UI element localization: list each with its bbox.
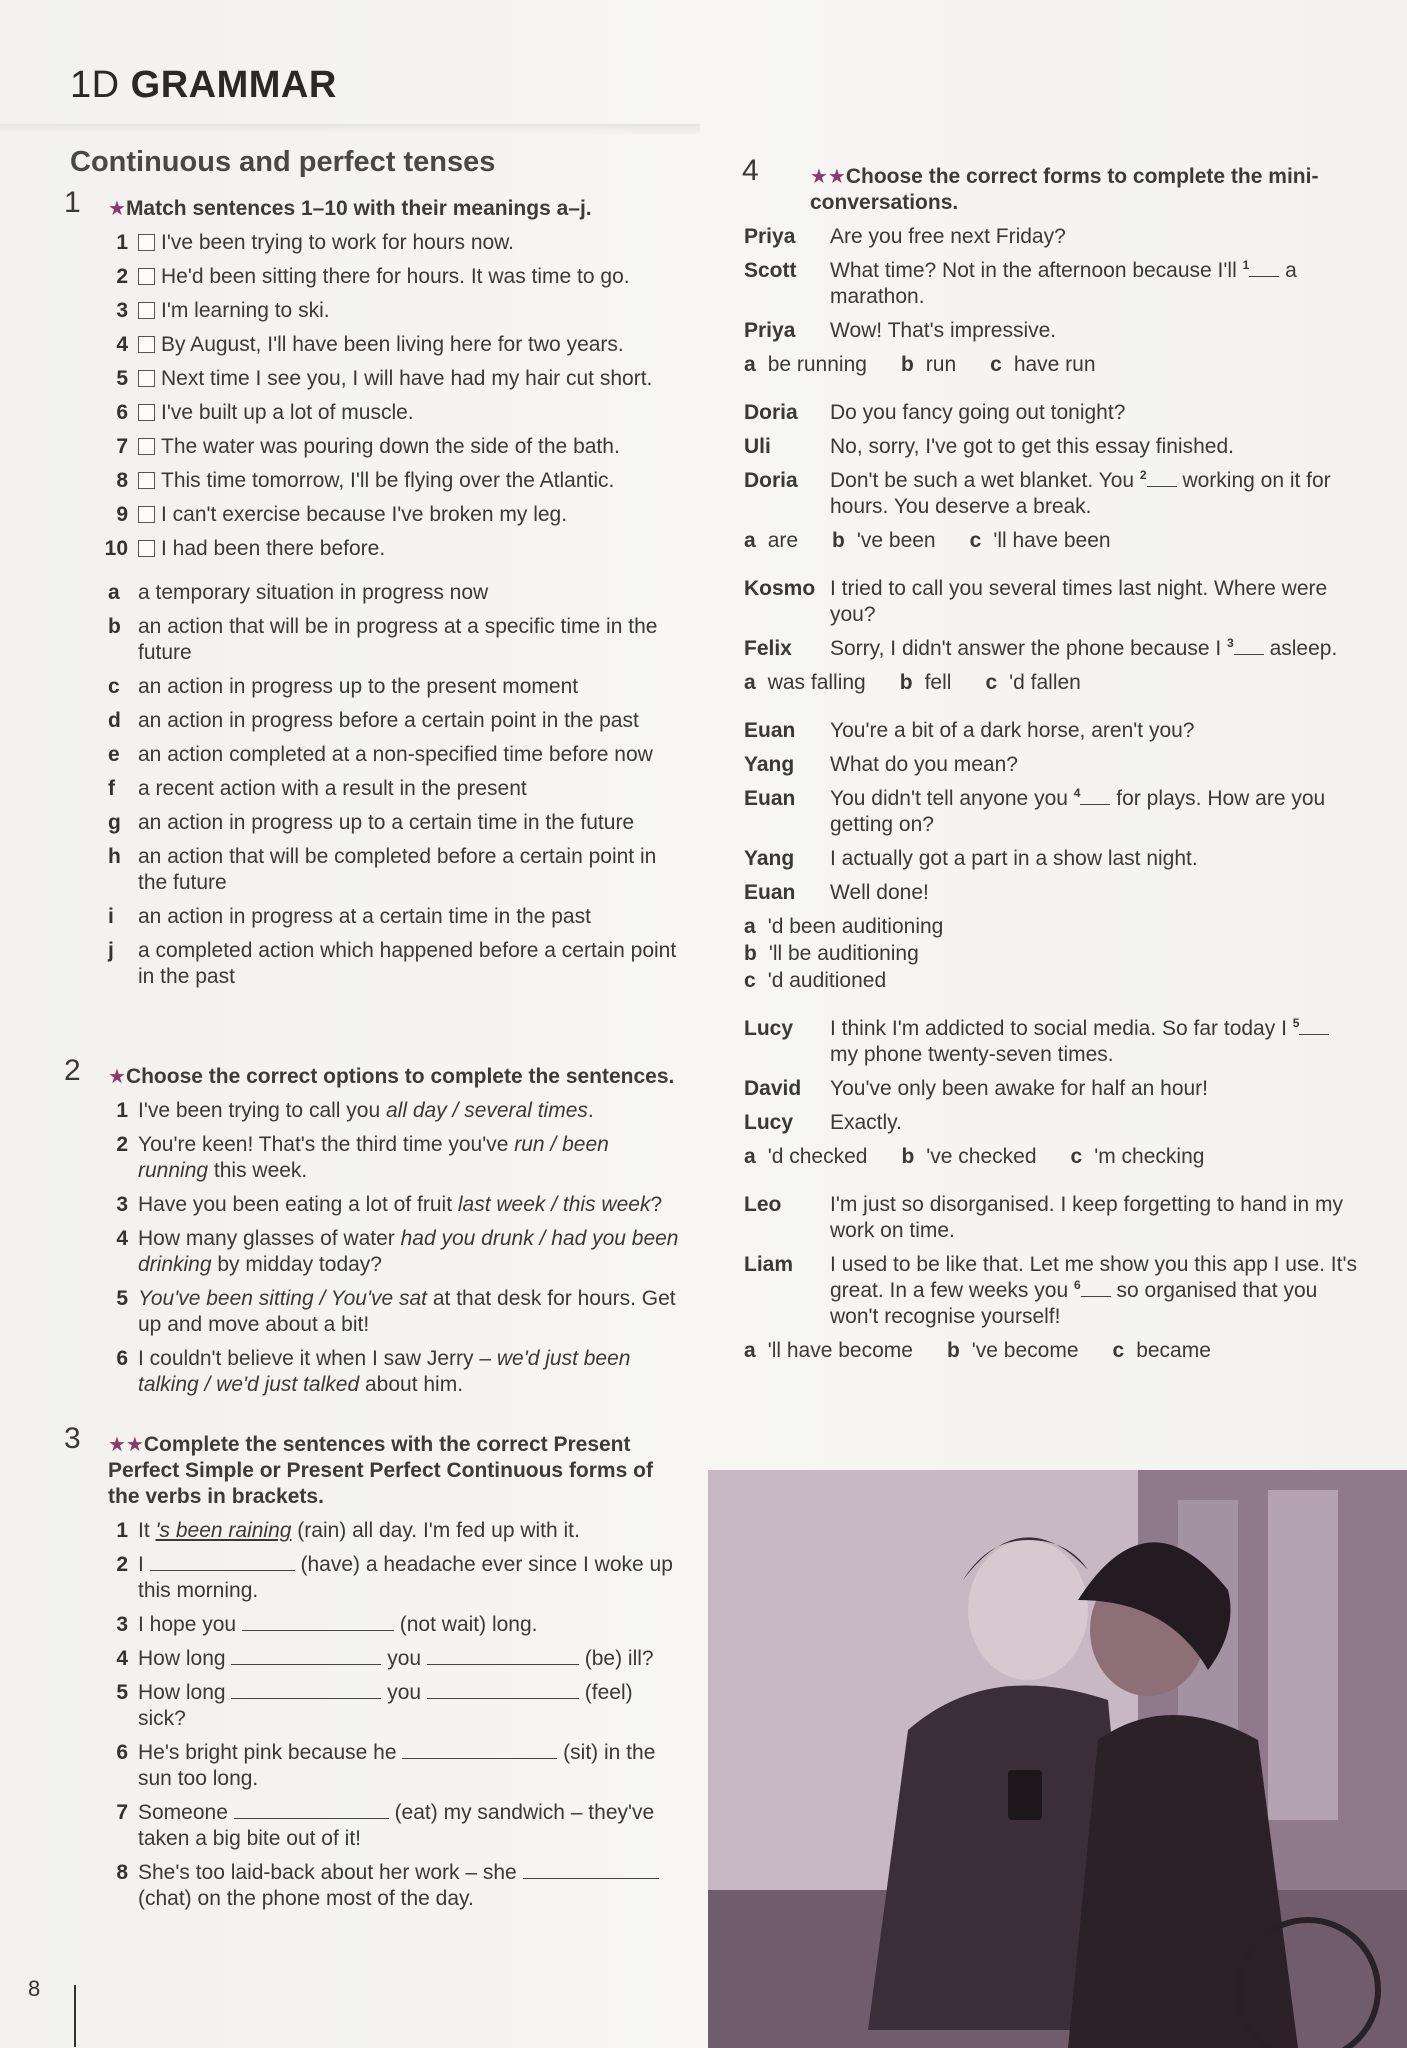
answer-blank[interactable] <box>231 1681 381 1699</box>
meaning-row <box>64 580 684 606</box>
sentence-end: about him. <box>359 1373 464 1396</box>
exercise-4 <box>742 154 1360 1364</box>
dialogue-text: Do you fancy going out tonight? <box>830 401 1126 424</box>
sentence-text: Next time I see you, I will have had my hair cut short. <box>161 367 653 390</box>
option-letter: a <box>744 915 756 938</box>
answer-option[interactable] <box>744 1339 913 1362</box>
answer-options <box>734 528 1360 554</box>
answer-checkbox[interactable] <box>138 336 155 353</box>
option-sentence <box>64 1098 684 1124</box>
sentence-number: 2 <box>116 1133 128 1156</box>
dialogue-text: Exactly. <box>830 1111 902 1134</box>
gap-sentence: 8 She's too laid-back about her work – she (chat) on the phone most of the day. <box>64 1860 684 1912</box>
option-choice[interactable]: all day / several times <box>385 1099 588 1122</box>
option-letter: a <box>744 529 756 552</box>
sentence-end: this week. <box>208 1159 308 1182</box>
instruction: Complete the sentences with the correct Present Perfect Simple or Present Perfect Continuous forms of the verbs in brackets. <box>108 1433 653 1508</box>
exercise-number: 4 <box>742 154 759 187</box>
page-number-divider <box>74 1985 76 2047</box>
speaker-name: Lucy <box>744 1017 794 1040</box>
answer-options <box>734 670 1360 696</box>
answer-blank[interactable] <box>1249 259 1279 277</box>
meaning-letter: b <box>108 615 121 638</box>
option-letter: c <box>990 353 1002 376</box>
option-sentence <box>64 1286 684 1338</box>
gap-number: 1 <box>1242 258 1250 272</box>
exercise-2-heading <box>64 1054 684 1090</box>
meaning-text: a temporary situation in progress now <box>138 581 489 604</box>
answer-checkbox[interactable] <box>138 302 155 319</box>
speaker-name: Euan <box>744 719 796 742</box>
answer-blank[interactable] <box>1081 1279 1111 1297</box>
option-letter: b <box>832 529 845 552</box>
sentence-list <box>64 230 684 562</box>
sentence-end: . <box>587 1099 594 1122</box>
option-choice[interactable]: run / been running <box>138 1133 609 1182</box>
speaker-name: Euan <box>744 881 796 904</box>
speaker-name: Doria <box>744 469 798 492</box>
dialogue-text: You've only been awake for half an hour! <box>830 1077 1208 1100</box>
answer-option[interactable] <box>901 353 956 376</box>
answer-option[interactable] <box>947 1339 1079 1362</box>
answer-option[interactable] <box>1113 1339 1211 1362</box>
answer-options <box>734 914 1360 994</box>
answer-option[interactable] <box>1071 1145 1205 1168</box>
meaning-text: an action in progress up to the present moment <box>138 675 579 698</box>
dialogue-text: Sorry, I didn't answer the phone because I <box>830 637 1222 660</box>
two-friends-photo <box>708 1470 1407 2048</box>
dialogue-line <box>734 718 1360 744</box>
gap-marker <box>1134 469 1182 492</box>
option-text: have run <box>1013 353 1096 376</box>
gap-sentence: 7 Someone (eat) my sandwich – they've taken a big bite out of it! <box>116 1801 655 1850</box>
gap-sentence: 5 How long you (feel) sick? <box>116 1681 633 1730</box>
option-text: 'd been auditioning <box>767 915 944 938</box>
gap-number: 6 <box>1073 1278 1081 1292</box>
dialogue-line <box>734 636 1360 662</box>
answer-checkbox[interactable] <box>138 472 155 489</box>
dialogue-line <box>734 434 1360 460</box>
speaker-name: Euan <box>744 787 796 810</box>
gap-marker <box>1237 259 1285 282</box>
dialogue-line <box>734 1076 1360 1102</box>
meaning-letter: a <box>108 581 120 604</box>
option-letter: a <box>744 353 756 376</box>
sentence-number: 10 <box>104 537 128 560</box>
sentence-row <box>64 536 684 562</box>
option-letter: b <box>901 1145 915 1168</box>
dialogue-line <box>734 468 1360 520</box>
dialogue-line <box>734 224 1360 250</box>
dialogue-line <box>734 318 1360 344</box>
speaker-name: Liam <box>744 1253 794 1276</box>
gap-sentence: 1 It 's been raining (rain) all day. I'm fed up with it. <box>116 1519 580 1542</box>
meaning-letter: d <box>108 709 121 732</box>
answer-blank[interactable] <box>1234 637 1264 655</box>
instruction: Choose the correct forms to complete the mini-conversations. <box>810 165 1319 214</box>
meaning-letter: c <box>108 675 120 698</box>
sentence-text: The water was pouring down the side of the bath. <box>161 435 620 458</box>
sentence-number: 5 <box>116 367 128 390</box>
sentence-row <box>64 502 684 528</box>
dialogue-line <box>734 880 1360 906</box>
star-icon: ★ <box>108 198 126 220</box>
option-sentence <box>64 1192 684 1218</box>
gap-number: 2 <box>1139 468 1147 482</box>
answer-checkbox[interactable] <box>138 370 155 387</box>
meaning-letter: e <box>108 743 120 766</box>
dialogue-text: I think I'm addicted to social media. So far today I <box>830 1017 1287 1040</box>
mini-conversation <box>734 1192 1360 1364</box>
answer-checkbox[interactable] <box>138 234 155 251</box>
answer-option[interactable] <box>832 529 936 552</box>
meaning-row <box>64 904 684 930</box>
option-choice[interactable]: You've been sitting / You've sat <box>138 1287 428 1310</box>
instruction: Choose the correct options to complete the sentences. <box>125 1065 675 1088</box>
answer-blank[interactable] <box>242 1613 394 1631</box>
meaning-letter: j <box>108 939 114 962</box>
meaning-letter: g <box>108 811 121 834</box>
dialogue-text: What do you mean? <box>830 753 1018 776</box>
meaning-list <box>64 580 684 990</box>
gap-marker <box>1221 637 1269 660</box>
sentence-number: 2 <box>116 265 128 288</box>
meaning-letter: h <box>108 845 121 868</box>
sentence-row <box>64 298 684 324</box>
answer-option[interactable] <box>985 671 1080 694</box>
photo-illustration <box>708 1470 1407 2048</box>
speaker-name: Yang <box>744 847 795 870</box>
answer-option[interactable] <box>744 914 1360 940</box>
answer-option[interactable] <box>744 353 867 376</box>
option-list <box>64 1098 684 1398</box>
answer-option[interactable] <box>900 671 952 694</box>
meaning-text: an action in progress up to a certain time in the future <box>138 811 635 834</box>
sentence-start: I couldn't believe it when I saw Jerry – <box>138 1347 497 1370</box>
sentence-number: 5 <box>116 1287 128 1310</box>
dialogue-text: a marathon. <box>830 259 1297 308</box>
exercise-3-heading <box>64 1422 684 1510</box>
meaning-text: a recent action with a result in the present <box>138 777 527 800</box>
meaning-text: an action in progress before a certain point in the past <box>138 709 639 732</box>
answer-options <box>734 1144 1360 1170</box>
sentence-end: by midday today? <box>211 1253 382 1276</box>
option-letter: b <box>946 1339 960 1362</box>
sentence-number: 3 <box>116 299 128 322</box>
dialogue-line <box>734 1016 1360 1068</box>
option-letter: b <box>744 942 757 965</box>
sentence-start: How many glasses of water <box>138 1227 401 1250</box>
sentence-start: Have you been eating a lot of fruit <box>138 1193 458 1216</box>
sentence-end: ? <box>650 1193 663 1216</box>
meaning-row <box>64 614 684 666</box>
exercise-number: 2 <box>64 1054 81 1087</box>
sentence-number: 6 <box>116 1347 128 1370</box>
dialogue-line <box>734 752 1360 778</box>
exercise-number: 1 <box>64 186 81 219</box>
sentence-number: 7 <box>116 435 128 458</box>
sentence-row <box>64 332 684 358</box>
answer-blank[interactable] <box>1147 469 1177 487</box>
answer-option[interactable] <box>990 353 1095 376</box>
option-text: 've become <box>971 1339 1079 1362</box>
dialogue-text: Don't be such a wet blanket. You <box>830 469 1135 492</box>
sentence-text: This time tomorrow, I'll be flying over the Atlantic. <box>161 469 615 492</box>
option-sentence <box>64 1132 684 1184</box>
gap-marker <box>1068 1279 1116 1302</box>
exercise-1 <box>64 186 684 990</box>
meaning-letter: i <box>108 905 114 928</box>
answer-blank[interactable] <box>427 1647 579 1665</box>
answer-checkbox[interactable] <box>138 268 155 285</box>
answer-blank[interactable] <box>234 1801 389 1819</box>
option-text: 'll have become <box>767 1339 913 1362</box>
speaker-name: Lucy <box>744 1111 794 1134</box>
sentence-text: By August, I'll have been living here for two years. <box>161 333 624 356</box>
option-text: was falling <box>767 671 866 694</box>
gap-number: 4 <box>1073 786 1081 800</box>
option-text: run <box>925 353 957 376</box>
answer-option[interactable] <box>901 1145 1036 1168</box>
answer-blank[interactable] <box>1299 1017 1329 1035</box>
sentence-row <box>64 434 684 460</box>
dialogue-text: asleep. <box>1269 637 1338 660</box>
answer-blank[interactable] <box>402 1741 557 1759</box>
meaning-row <box>64 938 684 990</box>
sentence-number: 9 <box>116 503 128 526</box>
answer-option[interactable] <box>744 671 866 694</box>
star-icon: ★ <box>108 1066 126 1088</box>
option-sentence <box>64 1226 684 1278</box>
speaker-name: Scott <box>744 259 797 282</box>
sentence-start: I've been trying to call you <box>138 1099 386 1122</box>
dialogue-text: my phone twenty-seven times. <box>830 1043 1114 1066</box>
sentence-text: I've built up a lot of muscle. <box>161 401 414 424</box>
speaker-name: Yang <box>744 753 795 776</box>
option-letter: c <box>744 969 756 992</box>
option-text: fell <box>924 671 952 694</box>
exercise-number: 3 <box>64 1422 81 1455</box>
sentence-number: 1 <box>116 231 128 254</box>
exercise-3 <box>64 1422 684 1912</box>
speaker-name: David <box>744 1077 802 1100</box>
speaker-name: Kosmo <box>744 577 816 600</box>
dialogue-line <box>734 400 1360 426</box>
option-choice[interactable]: had you drunk / had you been drinking <box>138 1227 679 1276</box>
sentence-row <box>64 366 684 392</box>
dialogue-line <box>734 258 1360 310</box>
sentence-row <box>64 230 684 256</box>
meaning-row <box>64 742 684 768</box>
answer-blank[interactable] <box>150 1553 295 1571</box>
option-text: 'm checking <box>1094 1145 1205 1168</box>
meaning-letter: f <box>108 777 115 800</box>
answer-option[interactable] <box>744 529 798 552</box>
gap-marker <box>1068 787 1116 810</box>
sentence-number: 3 <box>116 1193 128 1216</box>
speaker-name: Doria <box>744 401 798 424</box>
option-letter: c <box>969 529 982 552</box>
answer-option[interactable] <box>744 941 1360 967</box>
option-letter: b <box>900 353 914 376</box>
answer-checkbox[interactable] <box>138 404 155 421</box>
gap-sentence: 2 I (have) a headache ever since I woke up this morning. <box>116 1553 673 1602</box>
dialogue-line <box>734 846 1360 872</box>
sentence-text: He'd been sitting there for hours. It was time to go. <box>161 265 630 288</box>
option-sentence <box>64 1346 684 1398</box>
sentence-number: 8 <box>116 469 128 492</box>
exercise-2 <box>64 1054 684 1398</box>
sentence-start: You're keen! That's the third time you've <box>138 1133 515 1156</box>
sentence-number: 1 <box>116 1099 128 1122</box>
answer-option[interactable] <box>744 968 1360 994</box>
option-letter: a <box>744 1339 756 1362</box>
conversation-list <box>734 224 1360 1364</box>
answer-option[interactable] <box>744 1145 867 1168</box>
speaker-name: Priya <box>744 319 796 342</box>
gap-number: 5 <box>1292 1016 1300 1030</box>
gap-sentence: 4 How long you (be) ill? <box>116 1647 654 1670</box>
answer-blank[interactable] <box>523 1861 659 1879</box>
section-title: Continuous and perfect tenses <box>70 146 496 178</box>
option-letter: c <box>1070 1145 1083 1168</box>
sentence-text: I had been there before. <box>161 537 386 560</box>
option-text: 'd fallen <box>1009 671 1081 694</box>
dialogue-text: I actually got a part in a show last night. <box>830 847 1198 870</box>
option-letter: b <box>899 671 913 694</box>
speaker-name: Leo <box>744 1193 782 1216</box>
star-icon: ★★ <box>810 166 846 188</box>
answer-checkbox[interactable] <box>138 506 155 523</box>
option-text: are <box>767 529 799 552</box>
option-letter: c <box>985 671 998 694</box>
gap-sentence: 3 I hope you (not wait) long. <box>116 1613 538 1636</box>
answer-blank[interactable] <box>1080 787 1110 805</box>
page-title: 1D GRAMMAR <box>70 64 337 106</box>
mini-conversation <box>734 718 1360 994</box>
sentence-number: 6 <box>116 401 128 424</box>
dialogue-text: for plays. How are you getting on? <box>830 787 1326 836</box>
answer-checkbox[interactable] <box>138 438 155 455</box>
sentence-number: 4 <box>116 333 128 356</box>
header-rule <box>0 124 700 134</box>
option-letter: a <box>744 1145 756 1168</box>
meaning-text: a completed action which happened before a certain point in the past <box>138 939 677 988</box>
meaning-row <box>64 708 684 734</box>
instruction: Match sentences 1–10 with their meanings a–j. <box>125 197 592 220</box>
dialogue-line <box>734 786 1360 838</box>
option-text: 've been <box>856 529 936 552</box>
exercise-1-heading <box>64 186 684 222</box>
page-number: 8 <box>28 1976 41 2001</box>
speaker-name: Priya <box>744 225 796 248</box>
meaning-row <box>64 674 684 700</box>
gap-marker <box>1287 1017 1330 1040</box>
sentence-end: at that desk for hours. Get up and move about a bit! <box>138 1287 676 1336</box>
option-text: 'd auditioned <box>767 969 887 992</box>
dialogue-text: so organised that you won't recognise yourself! <box>830 1279 1318 1328</box>
mini-conversation <box>734 400 1360 554</box>
answer-option[interactable] <box>970 529 1111 552</box>
dialogue-text: You didn't tell anyone you <box>830 787 1068 810</box>
sentence-text: I'm learning to ski. <box>161 299 330 322</box>
answer-options <box>734 1338 1360 1364</box>
mini-conversation <box>734 576 1360 696</box>
star-icon: ★★ <box>108 1434 144 1456</box>
sentence-text: I've been trying to work for hours now. <box>161 231 515 254</box>
sentence-row <box>64 400 684 426</box>
meaning-text: an action completed at a non-specified time before now <box>138 743 653 766</box>
sentence-text: I can't exercise because I've broken my leg. <box>161 503 568 526</box>
meaning-text: an action that will be completed before a certain point in the future <box>138 845 657 894</box>
option-letter: a <box>744 671 756 694</box>
exercise-4-heading <box>742 154 1360 216</box>
dialogue-text: No, sorry, I've got to get this essay finished. <box>830 435 1234 458</box>
dialogue-text: I'm just so disorganised. I keep forgetting to hand in my work on time. <box>830 1193 1343 1242</box>
dialogue-text: I used to be like that. Let me show you this app I use. It's great. In a few weeks you <box>830 1253 1357 1302</box>
option-text: 've checked <box>926 1145 1037 1168</box>
sentence-number: 4 <box>116 1227 128 1250</box>
option-text: 'll have been <box>993 529 1111 552</box>
dialogue-text: I tried to call you several times last night. Where were you? <box>830 577 1328 626</box>
dialogue-line <box>734 1252 1360 1330</box>
dialogue-text: working on it for hours. You deserve a break. <box>830 469 1331 518</box>
dialogue-line <box>734 1110 1360 1136</box>
dialogue-line <box>734 1192 1360 1244</box>
dialogue-text: You're a bit of a dark horse, aren't you? <box>830 719 1195 742</box>
dialogue-line <box>734 576 1360 628</box>
meaning-row <box>64 776 684 802</box>
dialogue-text: Are you free next Friday? <box>830 225 1066 248</box>
answer-blank[interactable] <box>427 1681 579 1699</box>
answer-blank[interactable] <box>231 1647 381 1665</box>
dialogue-text: Well done! <box>830 881 929 904</box>
answer-checkbox[interactable] <box>138 540 155 557</box>
gap-sentence: 6 He's bright pink because he (sit) in the sun too long. <box>116 1741 656 1790</box>
option-text: became <box>1136 1339 1211 1362</box>
meaning-text: an action that will be in progress at a specific time in the future <box>138 615 658 664</box>
option-choice[interactable]: last week / this week <box>457 1193 651 1216</box>
option-text: 'd checked <box>767 1145 868 1168</box>
option-text: 'll be auditioning <box>768 942 919 965</box>
example-answer: 's been raining <box>155 1519 292 1542</box>
gap-number: 3 <box>1227 636 1234 650</box>
mini-conversation <box>734 224 1360 378</box>
mini-conversation <box>734 1016 1360 1170</box>
sentence-row <box>64 264 684 290</box>
option-letter: c <box>1112 1339 1125 1362</box>
dialogue-text: Wow! That's impressive. <box>830 319 1057 342</box>
meaning-row <box>64 844 684 896</box>
meaning-row <box>64 810 684 836</box>
speaker-name: Uli <box>744 435 771 458</box>
speaker-name: Felix <box>744 637 792 660</box>
meaning-text: an action in progress at a certain time in the past <box>138 905 591 928</box>
dialogue-text: What time? Not in the afternoon because I'll <box>830 259 1237 282</box>
sentence-row <box>64 468 684 494</box>
option-choice[interactable]: we'd just been talking / we'd just talked <box>138 1347 631 1396</box>
option-text: be running <box>767 353 867 376</box>
answer-options <box>734 352 1360 378</box>
